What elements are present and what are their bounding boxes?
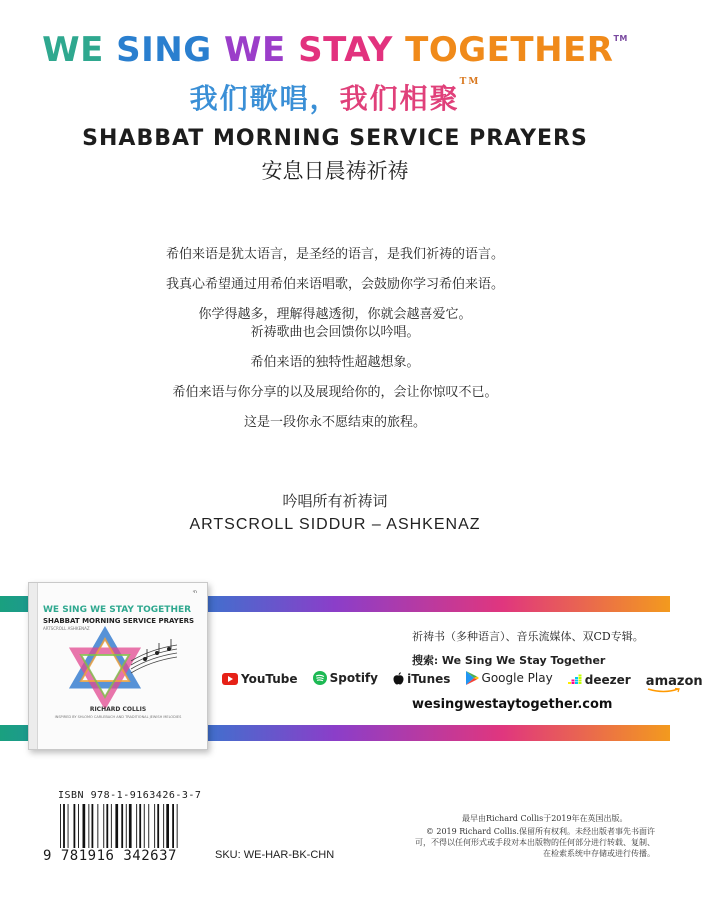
platform-deezer[interactable] bbox=[568, 673, 631, 687]
title-zh-part-1: 我们歌唱， bbox=[189, 82, 340, 115]
platform-youtube[interactable] bbox=[222, 672, 298, 686]
copyright-notice: © 2019 Richard Collis.保留所有权利。未经出版者事先书面许可，不得以任何形式或手段对本出版物的任何部分进行转载、复制、在检索系统中存储或进行传播。 bbox=[415, 827, 655, 858]
paragraph-5: 希伯来语与你分享的以及展现给你的，会让你惊叹不已。 bbox=[172, 385, 498, 400]
search-term: We Sing We Stay Together bbox=[441, 654, 606, 667]
first-published-note: 最早由Richard Collis于2019年在英国出版。 bbox=[462, 814, 628, 823]
title-zh-part-2: 我们相聚 bbox=[339, 82, 460, 115]
cd-title-text: WE SING WE STAY TOGETHER bbox=[43, 605, 192, 615]
platform-google-play-label: Google Play bbox=[481, 671, 553, 685]
cd-edition: ARTSCROLL ASHKENAZ bbox=[43, 626, 90, 631]
apple-icon bbox=[393, 672, 404, 685]
trademark-mark: TM bbox=[613, 34, 628, 43]
main-title-english bbox=[0, 30, 670, 70]
barcode-digits: 9 781916 342637 bbox=[43, 848, 177, 864]
platform-amazon[interactable] bbox=[646, 676, 703, 693]
platform-logos bbox=[222, 670, 713, 690]
paragraph-1: 希伯来语是犹太语言，是圣经的语言，是我们祈祷的语言。 bbox=[165, 247, 504, 262]
amazon-icon bbox=[646, 688, 682, 693]
deezer-icon bbox=[568, 674, 582, 685]
platform-itunes[interactable] bbox=[393, 672, 450, 686]
star-of-david-icon bbox=[71, 631, 181, 707]
cd-author: RICHARD COLLIS bbox=[89, 706, 147, 713]
cd-publisher-logo: חי bbox=[192, 589, 197, 595]
title-word-3: WE bbox=[224, 30, 286, 70]
cd-album-cover bbox=[28, 582, 208, 750]
paragraph-4: 希伯来语的独特性超越想象。 bbox=[250, 355, 420, 370]
main-title-chinese bbox=[0, 77, 670, 117]
subtitle-english: SHABBAT MORNING SERVICE PRAYERS bbox=[82, 126, 588, 151]
website-link[interactable]: wesingwestaytogether.com bbox=[412, 697, 613, 712]
youtube-icon bbox=[222, 673, 238, 685]
chant-all-prayers-label: 吟唱所有祈祷词 bbox=[282, 492, 388, 510]
platform-itunes-label: iTunes bbox=[407, 671, 451, 686]
barcode-icon bbox=[58, 804, 208, 848]
platform-youtube-label: YouTube bbox=[241, 672, 298, 686]
cd-spine bbox=[29, 583, 38, 749]
title-word-2: SING bbox=[116, 30, 212, 70]
sku-label: SKU: WE-HAR-BK-CHN bbox=[215, 849, 335, 861]
search-line bbox=[412, 652, 605, 668]
paragraph-3b: 祈祷歌曲也会回馈你以吟唱。 bbox=[250, 325, 420, 340]
paragraph-2: 我真心希望通过用希伯来语唱歌，会鼓励你学习希伯来语。 bbox=[165, 277, 504, 292]
search-label: 搜索: bbox=[412, 654, 442, 667]
artscroll-siddur-label: ARTSCROLL SIDDUR – ASHKENAZ bbox=[189, 516, 481, 533]
platform-spotify-label: Spotify bbox=[329, 671, 378, 685]
platform-spotify[interactable] bbox=[313, 671, 378, 685]
subtitle-chinese: 安息日晨祷祈祷 bbox=[261, 159, 409, 183]
cd-subtitle: SHABBAT MORNING SERVICE PRAYERS bbox=[43, 617, 195, 625]
isbn-label: ISBN 978-1-9163426-3-7 bbox=[58, 790, 202, 801]
paragraph-6: 这是一段你永不愿结束的旅程。 bbox=[243, 415, 426, 430]
title-word-5: TOGETHER bbox=[405, 30, 614, 70]
google-play-icon bbox=[466, 671, 479, 685]
platform-amazon-label: amazon bbox=[645, 674, 703, 689]
title-word-1: WE bbox=[42, 30, 104, 70]
title-word-4: STAY bbox=[298, 30, 393, 70]
cd-inspired-note: INSPIRED BY SHLOMO CARLEBACH AND TRADITIONAL JEWISH MELODIES bbox=[54, 715, 182, 719]
cd-title bbox=[43, 605, 191, 615]
paragraph-3a: 你学得越多，理解得越透彻，你就会越喜爱它。 bbox=[198, 307, 472, 322]
spotify-icon bbox=[313, 671, 327, 685]
promo-description: 祈祷书（多种语言）、音乐流媒体、双CD专辑。 bbox=[412, 630, 644, 643]
platform-deezer-label: deezer bbox=[584, 672, 631, 687]
trademark-mark-zh: TM bbox=[459, 77, 481, 87]
platform-google-play[interactable] bbox=[466, 671, 553, 685]
